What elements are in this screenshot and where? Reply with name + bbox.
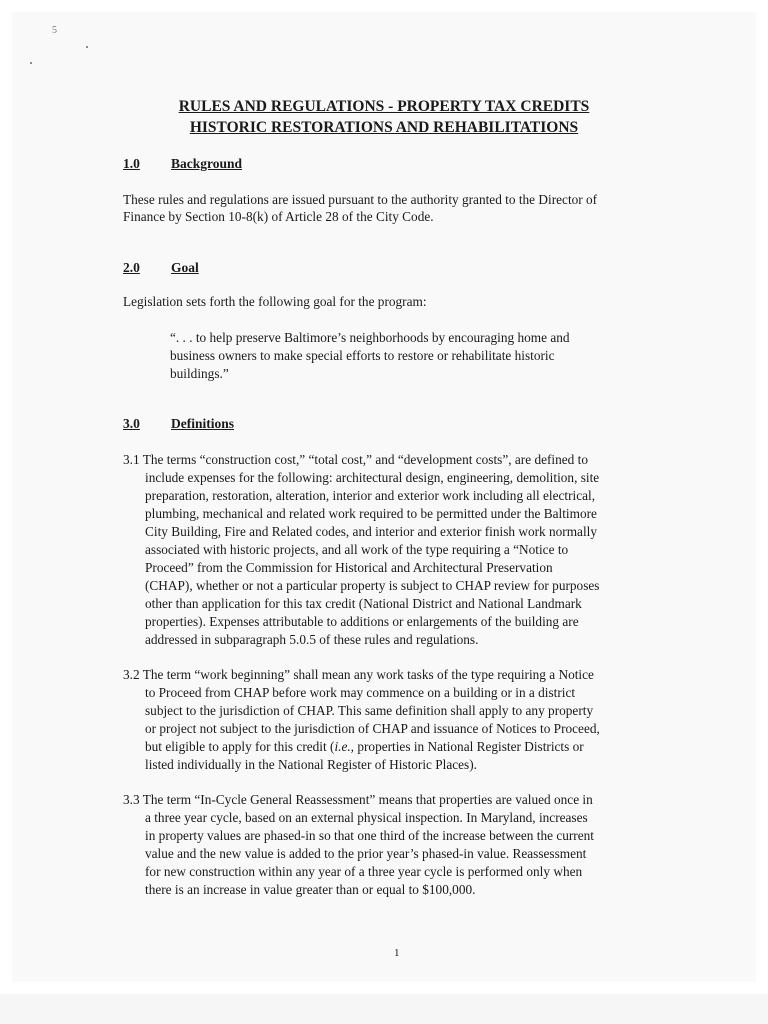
definition-line: 3.1 The terms “construction cost,” “total cost,” and “development costs”, are defined to <box>123 452 588 467</box>
definition-line: plumbing, mechanical and related work required to be permitted under the Baltimore <box>145 506 597 521</box>
definition-line: include expenses for the following: architectural design, engineering, demolition, site <box>145 470 600 485</box>
definition-line: or project not subject to the jurisdiction of CHAP and issuance of Notices to Proceed, <box>145 721 600 736</box>
quote-line: business owners to make special efforts to restore or rehabilitate historic <box>170 348 555 363</box>
definition-text: properties in National Register Districts or <box>354 739 584 754</box>
definition-line: 3.2 The term “work beginning” shall mean any work tasks of the type requiring a Notice <box>123 667 594 682</box>
definition-line: there is an increase in value greater than or equal to $100,000. <box>145 882 476 897</box>
document-title: RULES AND REGULATIONS - PROPERTY TAX CREDITS <box>178 98 590 115</box>
definition-line: Proceed” from the Commission for Historical and Architectural Preservation <box>145 560 553 575</box>
paragraph-line: These rules and regulations are issued pursuant to the authority granted to the Director of <box>123 192 598 207</box>
definition-line: addressed in subparagraph 5.0.5 of these rules and regulations. <box>145 632 479 647</box>
definition-text-italic: i.e., <box>334 739 355 754</box>
definition-line: subject to the jurisdiction of CHAP. This same definition shall apply to any property <box>145 703 594 718</box>
scan-speck <box>86 46 88 48</box>
definition-text: but eligible to apply for this credit ( <box>145 739 335 754</box>
paragraph-line: Finance by Section 10-8(k) of Article 28 of the City Code. <box>123 209 434 224</box>
scan-speck <box>30 62 32 64</box>
section-heading-background: Background <box>171 156 243 171</box>
section-number: 3.0 <box>123 416 140 431</box>
definition-line: listed individually in the National Register of Historic Places). <box>145 757 477 772</box>
quote-line: buildings.” <box>170 366 229 381</box>
definition-line: a three year cycle, based on an external physical inspection. In Maryland, increases <box>145 810 588 825</box>
definition-line: value and the new value is added to the prior year’s phased-in value. Reassessment <box>145 846 587 861</box>
section-heading-goal: Goal <box>171 260 199 275</box>
definition-line: for new construction within any year of a three year cycle is performed only when <box>145 864 583 879</box>
document-subtitle: HISTORIC RESTORATIONS AND REHABILITATIONS <box>189 119 579 136</box>
definition-line: preparation, restoration, alteration, interior and exterior work including all electrical, <box>145 488 596 503</box>
definition-line: properties). Expenses attributable to additions or enlargements of the building are <box>145 614 579 629</box>
definition-line: to Proceed from CHAP before work may commence on a building or in a district <box>145 685 576 700</box>
section-heading-definitions: Definitions <box>171 416 235 431</box>
definition-line: other than application for this tax credit (National District and National Landmark <box>145 596 582 611</box>
definition-line: 3.3 The term “In-Cycle General Reassessment” means that properties are valued once in <box>123 792 593 807</box>
definition-line <box>145 738 584 755</box>
section-number: 1.0 <box>123 156 140 171</box>
corner-mark: 5 <box>52 25 57 36</box>
section-number: 2.0 <box>123 260 140 275</box>
page-number: 1 <box>394 947 400 959</box>
definition-line: (CHAP), whether or not a particular property is subject to CHAP review for purposes <box>145 578 600 593</box>
page-edge <box>0 994 768 1024</box>
quote-line: “. . . to help preserve Baltimore’s neighborhoods by encouraging home and <box>170 330 570 345</box>
paragraph-line: Legislation sets forth the following goal for the program: <box>123 294 427 309</box>
definition-line: City Building, Fire and Related codes, and interior and exterior finish work normally <box>145 524 597 539</box>
definition-line: associated with historic projects, and all work of the type requiring a “Notice to <box>145 542 569 557</box>
definition-line: in property values are phased-in so that one third of the increase between the current <box>145 828 594 843</box>
